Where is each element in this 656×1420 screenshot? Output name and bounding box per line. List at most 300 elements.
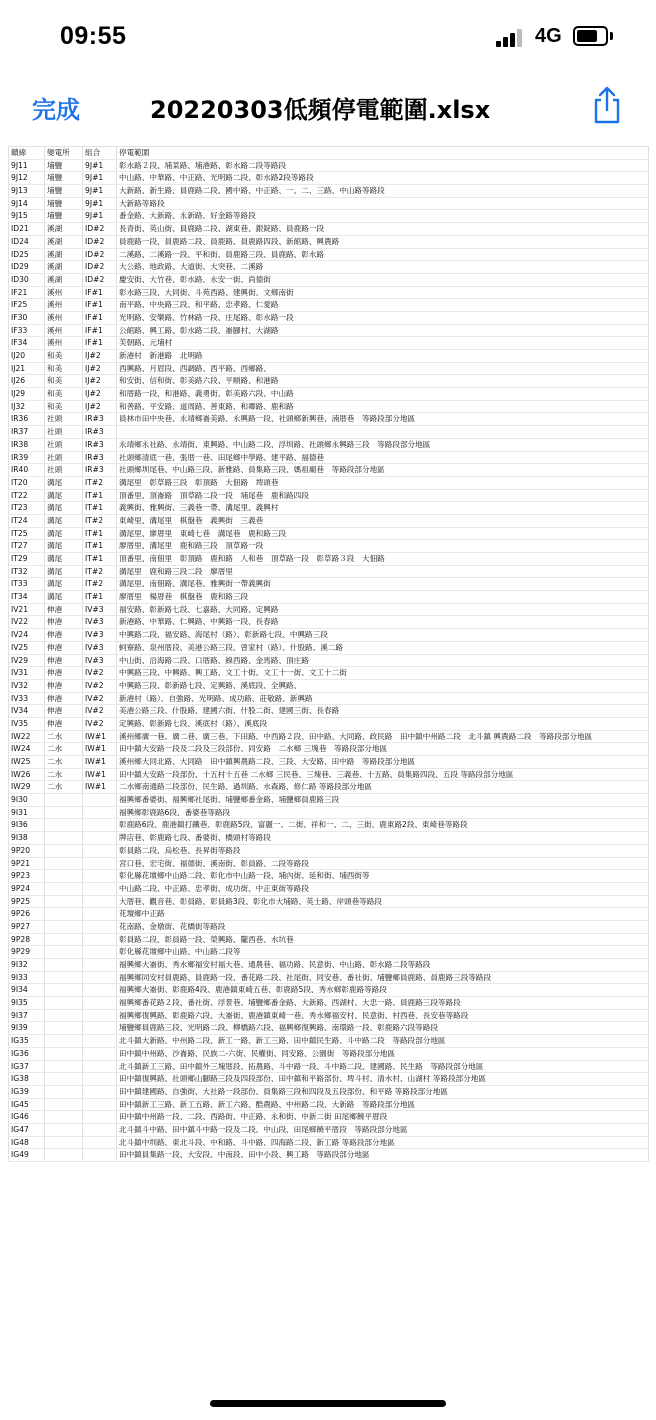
table-cell[interactable]: 永靖鄉永社路、永靖街、東興路、中山路二段、浮圳路、社頭鄉永興路三段 等路段部分地區 xyxy=(117,438,649,451)
table-cell[interactable]: 伸港 xyxy=(45,667,83,680)
table-cell[interactable]: 二水鄉南通路二段部份、民生路、過圳路、水森路、修仁路 等路段部分地區 xyxy=(117,781,649,794)
table-cell[interactable] xyxy=(45,1009,83,1022)
table-cell[interactable]: 北斗鎮大新路、中州路二段、新工一路、新工三路、田中鎮民生路、斗中路二段 等路段部分地區 xyxy=(117,1035,649,1048)
table-cell[interactable]: IT29 xyxy=(9,553,45,566)
table-cell[interactable]: IW#1 xyxy=(83,768,117,781)
table-cell[interactable]: 9P28 xyxy=(9,933,45,946)
table-cell[interactable]: IT#1 xyxy=(83,489,117,502)
table-cell[interactable] xyxy=(83,933,117,946)
table-cell[interactable]: 溝尾 xyxy=(45,578,83,591)
table-cell[interactable] xyxy=(83,1060,117,1073)
table-cell[interactable]: 組合 xyxy=(83,147,117,160)
table-cell[interactable] xyxy=(45,946,83,959)
table-cell[interactable] xyxy=(83,1073,117,1086)
table-cell[interactable]: IV32 xyxy=(9,679,45,692)
table-cell[interactable]: 埔鹽 xyxy=(45,210,83,223)
table-cell[interactable]: 溝尾 xyxy=(45,591,83,604)
table-cell[interactable]: IJ32 xyxy=(9,400,45,413)
table-cell[interactable]: IW#1 xyxy=(83,756,117,769)
table-cell[interactable]: 二水 xyxy=(45,743,83,756)
table-cell[interactable]: 溝尾 xyxy=(45,527,83,540)
table-cell[interactable]: IV25 xyxy=(9,641,45,654)
table-cell[interactable]: 慶安街、大竹巷、彰水路、永安一街、尚德街 xyxy=(117,273,649,286)
table-cell[interactable]: IR#3 xyxy=(83,413,117,426)
table-cell[interactable]: 9J11 xyxy=(9,159,45,172)
table-cell[interactable]: 南平路、中央路三段、和平路、忠孝路、仁愛路 xyxy=(117,299,649,312)
table-cell[interactable] xyxy=(45,984,83,997)
table-cell[interactable]: 中興路三段、中興路、興工路、文工十街、文工十一街、文工十二街 xyxy=(117,667,649,680)
table-cell[interactable]: IG49 xyxy=(9,1149,45,1162)
table-cell[interactable]: 大公路、地政路、大道街、大突巷、二溪路 xyxy=(117,261,649,274)
table-cell[interactable]: IW#1 xyxy=(83,743,117,756)
table-cell[interactable]: ID#2 xyxy=(83,223,117,236)
table-cell[interactable]: ID21 xyxy=(9,223,45,236)
table-cell[interactable]: 新港村（路）、自強路、光明路、成功路、莊敬路、新興路 xyxy=(117,692,649,705)
table-cell[interactable]: 溪州 xyxy=(45,299,83,312)
table-cell[interactable]: 社頭鄉清底一巷、張厝一巷、田尾鄉中學路、建平路、福德巷 xyxy=(117,451,649,464)
table-cell[interactable]: IV#3 xyxy=(83,629,117,642)
table-cell[interactable]: 溝尾里 鹿和路三段二段 廖厝里 xyxy=(117,565,649,578)
table-cell[interactable]: IF21 xyxy=(9,286,45,299)
table-cell[interactable]: IT#2 xyxy=(83,578,117,591)
table-cell[interactable]: IT27 xyxy=(9,540,45,553)
table-cell[interactable]: 溪湖 xyxy=(45,261,83,274)
table-cell[interactable]: 大新路等路段 xyxy=(117,197,649,210)
table-cell[interactable]: 田中鎮建國路、自強街、大社路一段部份、員集路三段和四段及五段部份、和平路 等路段部分地區 xyxy=(117,1085,649,1098)
table-cell[interactable]: IJ#2 xyxy=(83,400,117,413)
table-cell[interactable]: IR#3 xyxy=(83,451,117,464)
table-cell[interactable]: 9J15 xyxy=(9,210,45,223)
table-cell[interactable]: 溪州鄉大同北路、大同路 田中鎮興農路二段、三段、大安路、田中路 等路段部分地區 xyxy=(117,756,649,769)
table-cell[interactable]: IT22 xyxy=(9,489,45,502)
table-cell[interactable]: 溪州鄉廣一巷、廣二巷、廣三巷、下田路、中西路２段、田中路、大同路、政民路 田中鎮中州路二段 北斗鎮 興農路二段 等路段部分地區 xyxy=(117,730,649,743)
table-cell[interactable]: 福興鄉番花路２段、番社街、浮景巷、埔鹽鄉番金路、大新路、西湖村、大忠一路、員鹿路三段等路段 xyxy=(117,997,649,1010)
table-cell[interactable]: 溝尾里、南佃路、溝尾巷、雅興街一帶義興街 xyxy=(117,578,649,591)
table-cell[interactable] xyxy=(45,1111,83,1124)
table-cell[interactable] xyxy=(83,959,117,972)
table-cell[interactable]: IG46 xyxy=(9,1111,45,1124)
table-cell[interactable] xyxy=(83,971,117,984)
table-cell[interactable]: 9P25 xyxy=(9,895,45,908)
table-cell[interactable]: 伸港 xyxy=(45,641,83,654)
table-cell[interactable]: IV#2 xyxy=(83,705,117,718)
table-cell[interactable]: 和美 xyxy=(45,388,83,401)
table-cell[interactable]: IF25 xyxy=(9,299,45,312)
table-cell[interactable]: 花南路、金墩街、花橋街等路段 xyxy=(117,920,649,933)
table-cell[interactable]: 饋線 xyxy=(9,147,45,160)
table-cell[interactable]: 9I34 xyxy=(9,984,45,997)
table-cell[interactable]: 彰化縣花壇鄉中山路二段、彰化市中山路一段、埔內街、延和街、埔西街等 xyxy=(117,870,649,883)
table-cell[interactable]: 牌店巷、彰鹿路七段、番婆街、橋頭村等路段 xyxy=(117,832,649,845)
table-cell[interactable]: IR37 xyxy=(9,426,45,439)
table-cell[interactable]: IT24 xyxy=(9,514,45,527)
table-cell[interactable]: 9P29 xyxy=(9,946,45,959)
table-cell[interactable]: 和美 xyxy=(45,350,83,363)
table-cell[interactable]: 員鹿路一段、員鹿路二段、員鹿路、員鹿路四段、新館路、興農路 xyxy=(117,235,649,248)
table-cell[interactable] xyxy=(117,426,649,439)
table-cell[interactable]: 福興鄉大崙街、秀水鄉福安村福大巷、通農巷、福功路、民意街、中山路、彰水路二段等路段 xyxy=(117,959,649,972)
table-cell[interactable] xyxy=(83,1111,117,1124)
table-cell[interactable]: 西興路、月眉段、西調路、西平路、西鄉路、 xyxy=(117,362,649,375)
table-cell[interactable] xyxy=(83,832,117,845)
table-cell[interactable] xyxy=(45,1035,83,1048)
table-cell[interactable]: 9I37 xyxy=(9,1009,45,1022)
table-cell[interactable] xyxy=(83,870,117,883)
table-cell[interactable]: 宮口巷、宏宅街、福德街、溪南街、彰員路、二段等路段 xyxy=(117,857,649,870)
table-cell[interactable]: ID29 xyxy=(9,261,45,274)
table-cell[interactable]: 和美 xyxy=(45,400,83,413)
table-cell[interactable]: 社頭 xyxy=(45,426,83,439)
table-cell[interactable]: 9J12 xyxy=(9,172,45,185)
table-cell[interactable]: IF#1 xyxy=(83,311,117,324)
table-cell[interactable]: IR39 xyxy=(9,451,45,464)
table-cell[interactable] xyxy=(45,857,83,870)
table-cell[interactable]: 中興路二段、福安路、海尾村（路）、彰新路七段、中興路三段 xyxy=(117,629,649,642)
table-cell[interactable]: 中山路二段、中正路、忠孝街、成功街、中正東街等路段 xyxy=(117,882,649,895)
table-cell[interactable]: IT#1 xyxy=(83,502,117,515)
table-cell[interactable]: 廖厝里、溝尾里 鹿和路三段 頂草路一段 xyxy=(117,540,649,553)
table-cell[interactable]: 社頭 xyxy=(45,413,83,426)
table-cell[interactable]: 大厝巷、觀音巷、彰員路、彰員路3段、彰化市大埔路、英士路、岸頭巷等路段 xyxy=(117,895,649,908)
table-cell[interactable]: 中山路、中華路、中正路、光明路二段、彰水路2段等路段 xyxy=(117,172,649,185)
table-cell[interactable]: 花壇鄉中正路 xyxy=(117,908,649,921)
table-cell[interactable]: IG47 xyxy=(9,1123,45,1136)
table-cell[interactable]: 9I33 xyxy=(9,971,45,984)
table-cell[interactable] xyxy=(83,819,117,832)
table-cell[interactable]: 和善路、平安路、道周路、善東路、和卿路、鹿和路 xyxy=(117,400,649,413)
table-cell[interactable]: 二水 xyxy=(45,781,83,794)
table-cell[interactable]: IJ#2 xyxy=(83,362,117,375)
table-cell[interactable] xyxy=(45,1149,83,1162)
table-cell[interactable] xyxy=(83,857,117,870)
table-cell[interactable]: IF#1 xyxy=(83,324,117,337)
table-cell[interactable]: IT32 xyxy=(9,565,45,578)
table-cell[interactable]: 伸港 xyxy=(45,692,83,705)
table-cell[interactable]: 番金路、大新路、永新路、好金路等路段 xyxy=(117,210,649,223)
table-cell[interactable]: IT#1 xyxy=(83,553,117,566)
table-cell[interactable] xyxy=(83,1136,117,1149)
table-cell[interactable]: 溝尾 xyxy=(45,553,83,566)
table-cell[interactable] xyxy=(45,959,83,972)
table-cell[interactable]: 社頭 xyxy=(45,438,83,451)
table-cell[interactable]: IV31 xyxy=(9,667,45,680)
table-cell[interactable] xyxy=(45,882,83,895)
table-cell[interactable] xyxy=(45,1136,83,1149)
table-cell[interactable]: IT#2 xyxy=(83,565,117,578)
table-cell[interactable] xyxy=(45,794,83,807)
table-cell[interactable]: 中山街、沿海路二段、口厝路、線西路、金馬路、頂庄路 xyxy=(117,654,649,667)
table-cell[interactable]: 9P21 xyxy=(9,857,45,870)
table-cell[interactable] xyxy=(45,1098,83,1111)
table-cell[interactable] xyxy=(45,997,83,1010)
table-cell[interactable] xyxy=(83,946,117,959)
table-cell[interactable]: IJ#2 xyxy=(83,388,117,401)
table-cell[interactable]: 田中鎮大安路一段部份、十五村十五巷 二水鄉 三民巷、三塊巷、三義巷、十五路、員集路四段、五段 等路段部分地區 xyxy=(117,768,649,781)
table-cell[interactable]: IW26 xyxy=(9,768,45,781)
table-cell[interactable]: IG36 xyxy=(9,1047,45,1060)
table-cell[interactable]: 福興鄉大崙街、彰鹿路4段、鹿港鎮東崎五巷、彰鹿路5段、秀水鄉彰鹿路等路段 xyxy=(117,984,649,997)
table-cell[interactable]: ID25 xyxy=(9,248,45,261)
table-cell[interactable]: 和美 xyxy=(45,375,83,388)
table-cell[interactable]: 頂番里、頂崙路 頂草路二段一段 埔尾巷 鹿和路四段 xyxy=(117,489,649,502)
table-cell[interactable] xyxy=(83,844,117,857)
table-cell[interactable]: IV#3 xyxy=(83,603,117,616)
table-cell[interactable]: IT#1 xyxy=(83,527,117,540)
table-cell[interactable]: 彰鹿路6段、鹿港鎮打鐵巷、彰鹿路5段、富麗一、二街、祥和一、二、三街、鹿東路2段、東崎巷等路段 xyxy=(117,819,649,832)
table-cell[interactable]: IJ29 xyxy=(9,388,45,401)
table-cell[interactable]: 溝尾 xyxy=(45,514,83,527)
table-cell[interactable]: 9I31 xyxy=(9,806,45,819)
table-cell[interactable]: IJ21 xyxy=(9,362,45,375)
table-cell[interactable]: ID30 xyxy=(9,273,45,286)
table-cell[interactable]: 9J14 xyxy=(9,197,45,210)
table-cell[interactable]: 二水 xyxy=(45,756,83,769)
table-cell[interactable]: 北斗鎮斗中路、田中鎮斗中路一段及二段、中山段、田尾鄉饒平厝段 等路段部分地區 xyxy=(117,1123,649,1136)
table-cell[interactable]: 定興路、彰新路七段、溪底村（路）、溪底段 xyxy=(117,717,649,730)
table-cell[interactable]: IV22 xyxy=(9,616,45,629)
table-cell[interactable]: IT25 xyxy=(9,527,45,540)
table-cell[interactable]: 溝尾 xyxy=(45,502,83,515)
table-cell[interactable]: IG45 xyxy=(9,1098,45,1111)
table-cell[interactable]: IW29 xyxy=(9,781,45,794)
table-cell[interactable] xyxy=(83,984,117,997)
table-cell[interactable]: 9I39 xyxy=(9,1022,45,1035)
table-cell[interactable] xyxy=(45,1060,83,1073)
table-cell[interactable]: 芙朝路、元埔村 xyxy=(117,337,649,350)
table-cell[interactable]: 溝尾 xyxy=(45,540,83,553)
table-cell[interactable]: IV35 xyxy=(9,717,45,730)
table-cell[interactable]: 9P26 xyxy=(9,908,45,921)
table-cell[interactable]: IW25 xyxy=(9,756,45,769)
table-cell[interactable]: 福興鄉同安村員鹿路、員鹿路一段、番花路二段、社尾街、同安巷、番社街、埔鹽鄉員鹿路、員鹿路三段等路段 xyxy=(117,971,649,984)
table-cell[interactable]: 新港路、中華路、仁興路、中興路一段、長春路 xyxy=(117,616,649,629)
table-cell[interactable] xyxy=(45,933,83,946)
table-cell[interactable] xyxy=(83,1098,117,1111)
table-cell[interactable]: 北斗鎮中圳路、東北斗段、中和路、斗中路、四海路二段、新工路 等路段部分地區 xyxy=(117,1136,649,1149)
table-cell[interactable]: 溝尾 xyxy=(45,565,83,578)
table-cell[interactable]: 公館路、興工路、彰水路二段、崙腳村、大湖路 xyxy=(117,324,649,337)
table-cell[interactable]: 9P27 xyxy=(9,920,45,933)
table-cell[interactable] xyxy=(83,806,117,819)
table-cell[interactable]: 和厝路一段、和港路、義勇街、彰美路六段、中山路 xyxy=(117,388,649,401)
table-cell[interactable] xyxy=(45,1073,83,1086)
table-cell[interactable]: IJ#2 xyxy=(83,375,117,388)
table-cell[interactable]: IJ20 xyxy=(9,350,45,363)
table-cell[interactable]: 溪湖 xyxy=(45,223,83,236)
table-cell[interactable]: IR36 xyxy=(9,413,45,426)
table-cell[interactable]: IG48 xyxy=(9,1136,45,1149)
table-cell[interactable]: 9I32 xyxy=(9,959,45,972)
table-cell[interactable]: IV#2 xyxy=(83,717,117,730)
table-cell[interactable]: 溪湖 xyxy=(45,248,83,261)
table-cell[interactable]: IR40 xyxy=(9,464,45,477)
table-cell[interactable]: 溪州 xyxy=(45,324,83,337)
table-cell[interactable]: 和美 xyxy=(45,362,83,375)
table-cell[interactable]: IF#1 xyxy=(83,299,117,312)
table-cell[interactable]: 員林市田中央巷、永靖鄉崙美路、永興路一段、社頭鄉新興巷、湳厝巷 等路段部分地區 xyxy=(117,413,649,426)
table-cell[interactable] xyxy=(83,1035,117,1048)
table-cell[interactable] xyxy=(45,908,83,921)
table-cell[interactable]: 9I30 xyxy=(9,794,45,807)
table-cell[interactable]: 埔鹽 xyxy=(45,172,83,185)
table-cell[interactable]: 9P24 xyxy=(9,882,45,895)
table-cell[interactable]: IV#2 xyxy=(83,692,117,705)
table-cell[interactable]: 北斗鎮新工三路、田中鎮外三塊厝段、拓農路、斗中路一段、斗中路二段、建國路、民生路 等路段部分地區 xyxy=(117,1060,649,1073)
table-cell[interactable]: IG37 xyxy=(9,1060,45,1073)
table-cell[interactable]: ID24 xyxy=(9,235,45,248)
table-cell[interactable] xyxy=(83,895,117,908)
table-cell[interactable]: 伸港 xyxy=(45,616,83,629)
table-cell[interactable]: IT#1 xyxy=(83,591,117,604)
table-cell[interactable]: 福興鄉番婆街、福興鄉社尾街、埔鹽鄉番金路、埔鹽鄉員鹿路三段 xyxy=(117,794,649,807)
table-cell[interactable]: IF33 xyxy=(9,324,45,337)
table-cell[interactable]: IJ#2 xyxy=(83,350,117,363)
table-cell[interactable]: IR#3 xyxy=(83,426,117,439)
home-indicator[interactable] xyxy=(210,1400,446,1407)
table-cell[interactable]: 溪州 xyxy=(45,337,83,350)
table-cell[interactable] xyxy=(83,1085,117,1098)
table-cell[interactable]: 伸港 xyxy=(45,717,83,730)
table-cell[interactable]: 新港村 新港路 北明路 xyxy=(117,350,649,363)
table-cell[interactable]: 光明路、安樂路、竹林路一段、庄尾路、彰水路一段 xyxy=(117,311,649,324)
table-cell[interactable]: 田中鎮員集路一段、大安段、中南段、田中小段、興工路 等路段部分地區 xyxy=(117,1149,649,1162)
table-cell[interactable]: IF30 xyxy=(9,311,45,324)
table-cell[interactable]: IV34 xyxy=(9,705,45,718)
table-cell[interactable]: 田中鎮復興路、社頭鄉山腳路三段及四段部份、田中鎮和平路部份、埤斗村、清水村、山湖村 等路段部分地區 xyxy=(117,1073,649,1086)
table-cell[interactable] xyxy=(83,1009,117,1022)
share-button[interactable] xyxy=(592,86,622,124)
table-cell[interactable] xyxy=(83,997,117,1010)
table-cell[interactable] xyxy=(83,908,117,921)
table-cell[interactable]: 福興鄉復興路、彰鹿路六段、大崙街、鹿港鎮東崎一巷、秀水鄉福安村、民意街、村西巷、長安巷等路段 xyxy=(117,1009,649,1022)
table-cell[interactable]: IV#2 xyxy=(83,667,117,680)
table-cell[interactable] xyxy=(45,832,83,845)
table-cell[interactable]: 9J#1 xyxy=(83,172,117,185)
table-cell[interactable]: 中興路三段、彰新路七段、定興路、溪底段、全興路、 xyxy=(117,679,649,692)
table-cell[interactable] xyxy=(45,819,83,832)
table-cell[interactable] xyxy=(45,1022,83,1035)
table-cell[interactable]: 溪湖 xyxy=(45,273,83,286)
table-cell[interactable]: ID#2 xyxy=(83,248,117,261)
table-cell[interactable]: 和安街、信和街、彰美路六段、平順路、和港路 xyxy=(117,375,649,388)
table-cell[interactable]: 停電範圍 xyxy=(117,147,649,160)
table-cell[interactable]: 伸港 xyxy=(45,629,83,642)
table-cell[interactable]: IV#3 xyxy=(83,654,117,667)
table-cell[interactable]: IT#2 xyxy=(83,514,117,527)
table-cell[interactable]: 溝尾 xyxy=(45,489,83,502)
table-cell[interactable] xyxy=(45,920,83,933)
table-cell[interactable] xyxy=(45,806,83,819)
table-cell[interactable]: 埔鹽鄉員鹿路三段、光明路二段、柳橋路六段、福興鄉復興路、南環路一段、彰鹿路六段等路段 xyxy=(117,1022,649,1035)
table-cell[interactable]: IT23 xyxy=(9,502,45,515)
table-cell[interactable]: 埔鹽 xyxy=(45,185,83,198)
table-cell[interactable]: 義興街、雅興街、三義巷一帶、溝尾里、義興村 xyxy=(117,502,649,515)
table-cell[interactable]: IW22 xyxy=(9,730,45,743)
table-cell[interactable] xyxy=(83,1022,117,1035)
table-cell[interactable]: IR38 xyxy=(9,438,45,451)
table-cell[interactable]: 社頭鄉圳尾巷、中山路三段、新雅路、員集路三段、媽祖廟巷 等路段部分地區 xyxy=(117,464,649,477)
table-cell[interactable]: IJ26 xyxy=(9,375,45,388)
table-cell[interactable]: 9J#1 xyxy=(83,159,117,172)
table-cell[interactable]: 溪州 xyxy=(45,311,83,324)
table-cell[interactable]: 9P23 xyxy=(9,870,45,883)
table-cell[interactable]: 伸港 xyxy=(45,654,83,667)
table-cell[interactable] xyxy=(45,1085,83,1098)
table-cell[interactable] xyxy=(45,895,83,908)
table-cell[interactable]: 長青街、英山街、員鹿路二段、湖東巷、銀錠路、員鹿路一段 xyxy=(117,223,649,236)
table-cell[interactable]: ID#2 xyxy=(83,273,117,286)
table-cell[interactable]: 變電所 xyxy=(45,147,83,160)
table-cell[interactable]: 頂番里、南佃里 彰頂路 鹿和路 人和巷 頂草路一段 彰草路３段 大佃路 xyxy=(117,553,649,566)
table-cell[interactable]: 9J13 xyxy=(9,185,45,198)
table-cell[interactable]: IV29 xyxy=(9,654,45,667)
table-cell[interactable]: IG38 xyxy=(9,1073,45,1086)
table-cell[interactable]: IW#1 xyxy=(83,730,117,743)
table-cell[interactable]: 二水 xyxy=(45,768,83,781)
table-cell[interactable] xyxy=(45,1047,83,1060)
table-cell[interactable]: IG39 xyxy=(9,1085,45,1098)
table-cell[interactable]: 田中鎮新工三路、新工五路、新工六路、酷農路、中州路二段、大新路 等路段部分地區 xyxy=(117,1098,649,1111)
table-cell[interactable]: 彰員路二段、烏松巷、長昇街等路段 xyxy=(117,844,649,857)
spreadsheet-view[interactable] xyxy=(8,146,648,1162)
table-cell[interactable]: 溝尾里、廖厝里 東崎七巷 溝尾巷 鹿和路三段 xyxy=(117,527,649,540)
table-cell[interactable] xyxy=(83,794,117,807)
table-cell[interactable]: 福興鄉彰鹿路6段、番婆巷等路段 xyxy=(117,806,649,819)
table-cell[interactable]: ID#2 xyxy=(83,235,117,248)
table-cell[interactable] xyxy=(45,971,83,984)
done-button[interactable]: 完成 xyxy=(32,90,80,125)
table-cell[interactable]: 溪州 xyxy=(45,286,83,299)
table-cell[interactable]: IT20 xyxy=(9,476,45,489)
table-cell[interactable] xyxy=(83,1047,117,1060)
table-cell[interactable]: 溪湖 xyxy=(45,235,83,248)
table-cell[interactable]: 9P20 xyxy=(9,844,45,857)
table-cell[interactable]: ID#2 xyxy=(83,261,117,274)
table-cell[interactable] xyxy=(83,1149,117,1162)
table-cell[interactable] xyxy=(45,870,83,883)
table-cell[interactable]: IF#1 xyxy=(83,337,117,350)
table-cell[interactable]: 溝尾里 彰草路三段 彰頂路 大佃路 埤頭巷 xyxy=(117,476,649,489)
table-cell[interactable]: 福安路、彰新路七段、七嘉路、大同路、定興路 xyxy=(117,603,649,616)
table-cell[interactable]: 9J#1 xyxy=(83,210,117,223)
table-cell[interactable]: 彰水路２段、埔菜路、埔港路、彰水路二段等路段 xyxy=(117,159,649,172)
table-cell[interactable]: 田中鎮大安路一段及二段及三段部份、同安路 二水鄉 三塊巷 等路段部分地區 xyxy=(117,743,649,756)
table-cell[interactable]: IV21 xyxy=(9,603,45,616)
table-cell[interactable]: 溝尾 xyxy=(45,476,83,489)
table-cell[interactable]: 大新路、新生路、員鹿路二段、國中路、中正路、一、二、三路、中山路等路段 xyxy=(117,185,649,198)
table-cell[interactable] xyxy=(45,1123,83,1136)
table-cell[interactable]: IT#1 xyxy=(83,540,117,553)
table-cell[interactable]: 廖厝里 楊厝巷 棋盤巷 鹿和路三段 xyxy=(117,591,649,604)
table-cell[interactable]: 二水 xyxy=(45,730,83,743)
table-cell[interactable]: 社頭 xyxy=(45,464,83,477)
table-cell[interactable]: IT33 xyxy=(9,578,45,591)
table-cell[interactable]: 埔鹽 xyxy=(45,159,83,172)
table-cell[interactable]: IV#2 xyxy=(83,679,117,692)
table-cell[interactable] xyxy=(83,1123,117,1136)
table-cell[interactable]: 伸港 xyxy=(45,679,83,692)
table-cell[interactable]: IT#2 xyxy=(83,476,117,489)
table-cell[interactable]: 彰化縣花壇鄉中山路、中山路二段等 xyxy=(117,946,649,959)
table-cell[interactable]: 9I35 xyxy=(9,997,45,1010)
table-cell[interactable]: IT34 xyxy=(9,591,45,604)
table-cell[interactable] xyxy=(83,920,117,933)
table-cell[interactable]: 田中鎮中州路一段、二段、西路街、中正路、永和街、中新二街 田尾鄉饒平厝段 xyxy=(117,1111,649,1124)
table-cell[interactable]: 伸港 xyxy=(45,603,83,616)
table-cell[interactable]: 田中鎮中州路、沙崙路、民族二-六街、民權街、同安路、公園街 等路段部分地區 xyxy=(117,1047,649,1060)
table-cell[interactable]: IW24 xyxy=(9,743,45,756)
table-cell[interactable]: 彰水路三段、大同街、斗苑西路、建興街、文鄉南街 xyxy=(117,286,649,299)
